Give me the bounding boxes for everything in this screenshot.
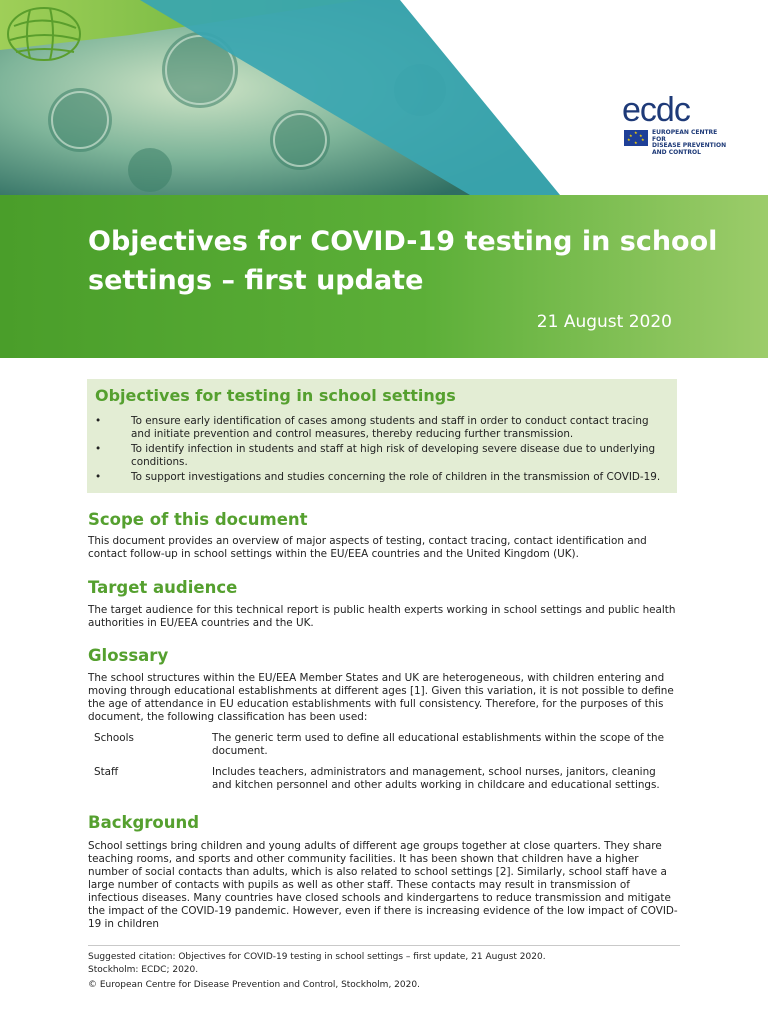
glossary-definition: The generic term used to define all educational establishments within the scope of the document. [212,732,664,757]
list-item: • To support investigations and studies concerning the role of children in the transmission of COVID-19. [95,471,661,483]
glossary-term: Staff [94,766,119,778]
scope-text: This document provides an overview of major aspects of testing, contact tracing, contact identification and contact follow-up in school settings within the EU/EEA countries and the United Kingdom (UK). [88,535,647,560]
objectives-list [91,415,671,486]
background-text: School settings bring children and young adults of different age groups together at close quarters. They share teaching rooms, and sports and other community facilities. It has been shown that children have a higher number of social contacts than adults, which is also related to school settings [2]. Similarly, school staff have a large number of contacts with pupils as well as other staff. These contacts may result in transmission of infectious diseases. Many countries have closed schools and kindergartens to reduce transmission and mitigate the impact of the COVID-19 pandemic. However, even if there is increasing evidence of the low impact of COVID-19 in children [88,840,678,930]
ecdc-wordmark: ecdc [622,91,690,129]
audience-text: The target audience for this technical report is public health experts working in school settings and public health authorities in EU/EEA countries and the UK. [88,604,676,629]
audience-heading: Target audience [88,578,238,597]
scope-heading: Scope of this document [88,510,308,529]
cover-banner [0,0,768,358]
document-title: Objectives for COVID-19 testing in school settings – first update [88,226,718,296]
eu-flag: ★ ★ ★ ★ ★ ★ [624,130,648,146]
ecdc-logo [0,0,130,100]
objectives-heading: Objectives for testing in school settings [95,386,456,405]
glossary-heading: Glossary [88,646,169,665]
agency-name: EUROPEAN CENTRE FOR DISEASE PREVENTION AND CONTROL [652,129,727,156]
glossary-definition: Includes teachers, administrators and management, school nurses, janitors, cleaning and kitchen personnel and other adults working in childcare and educational settings. [212,766,660,791]
publication-date: 21 August 2020 [536,312,672,332]
background-heading: Background [88,813,200,832]
citation-line: Stockholm: ECDC; 2020. [88,965,199,975]
citation-line: Suggested citation: Objectives for COVID-19 testing in school settings – first update, 21 August 2020. [88,952,546,962]
list-item: • To ensure early identification of cases among students and staff in order to conduct contact tracing and initiate prevention and control measures, thereby reducing further transmission. [95,415,649,440]
glossary-term: Schools [94,732,134,744]
glossary-intro: The school structures within the EU/EEA Member States and UK are heterogeneous, with children entering and moving through educational establishments at different ages [1]. Given this variation, it is not possible to define the age of attendance in EU education establishments with full consistency. Therefore, for the purposes of this document, the following classification has been used: [88,672,674,723]
list-item: • To identify infection in students and staff at high risk of developing severe disease due to underlying conditions. [95,443,656,468]
footer-divider [88,945,680,946]
copyright-notice: © European Centre for Disease Prevention and Control, Stockholm, 2020. [88,980,420,990]
